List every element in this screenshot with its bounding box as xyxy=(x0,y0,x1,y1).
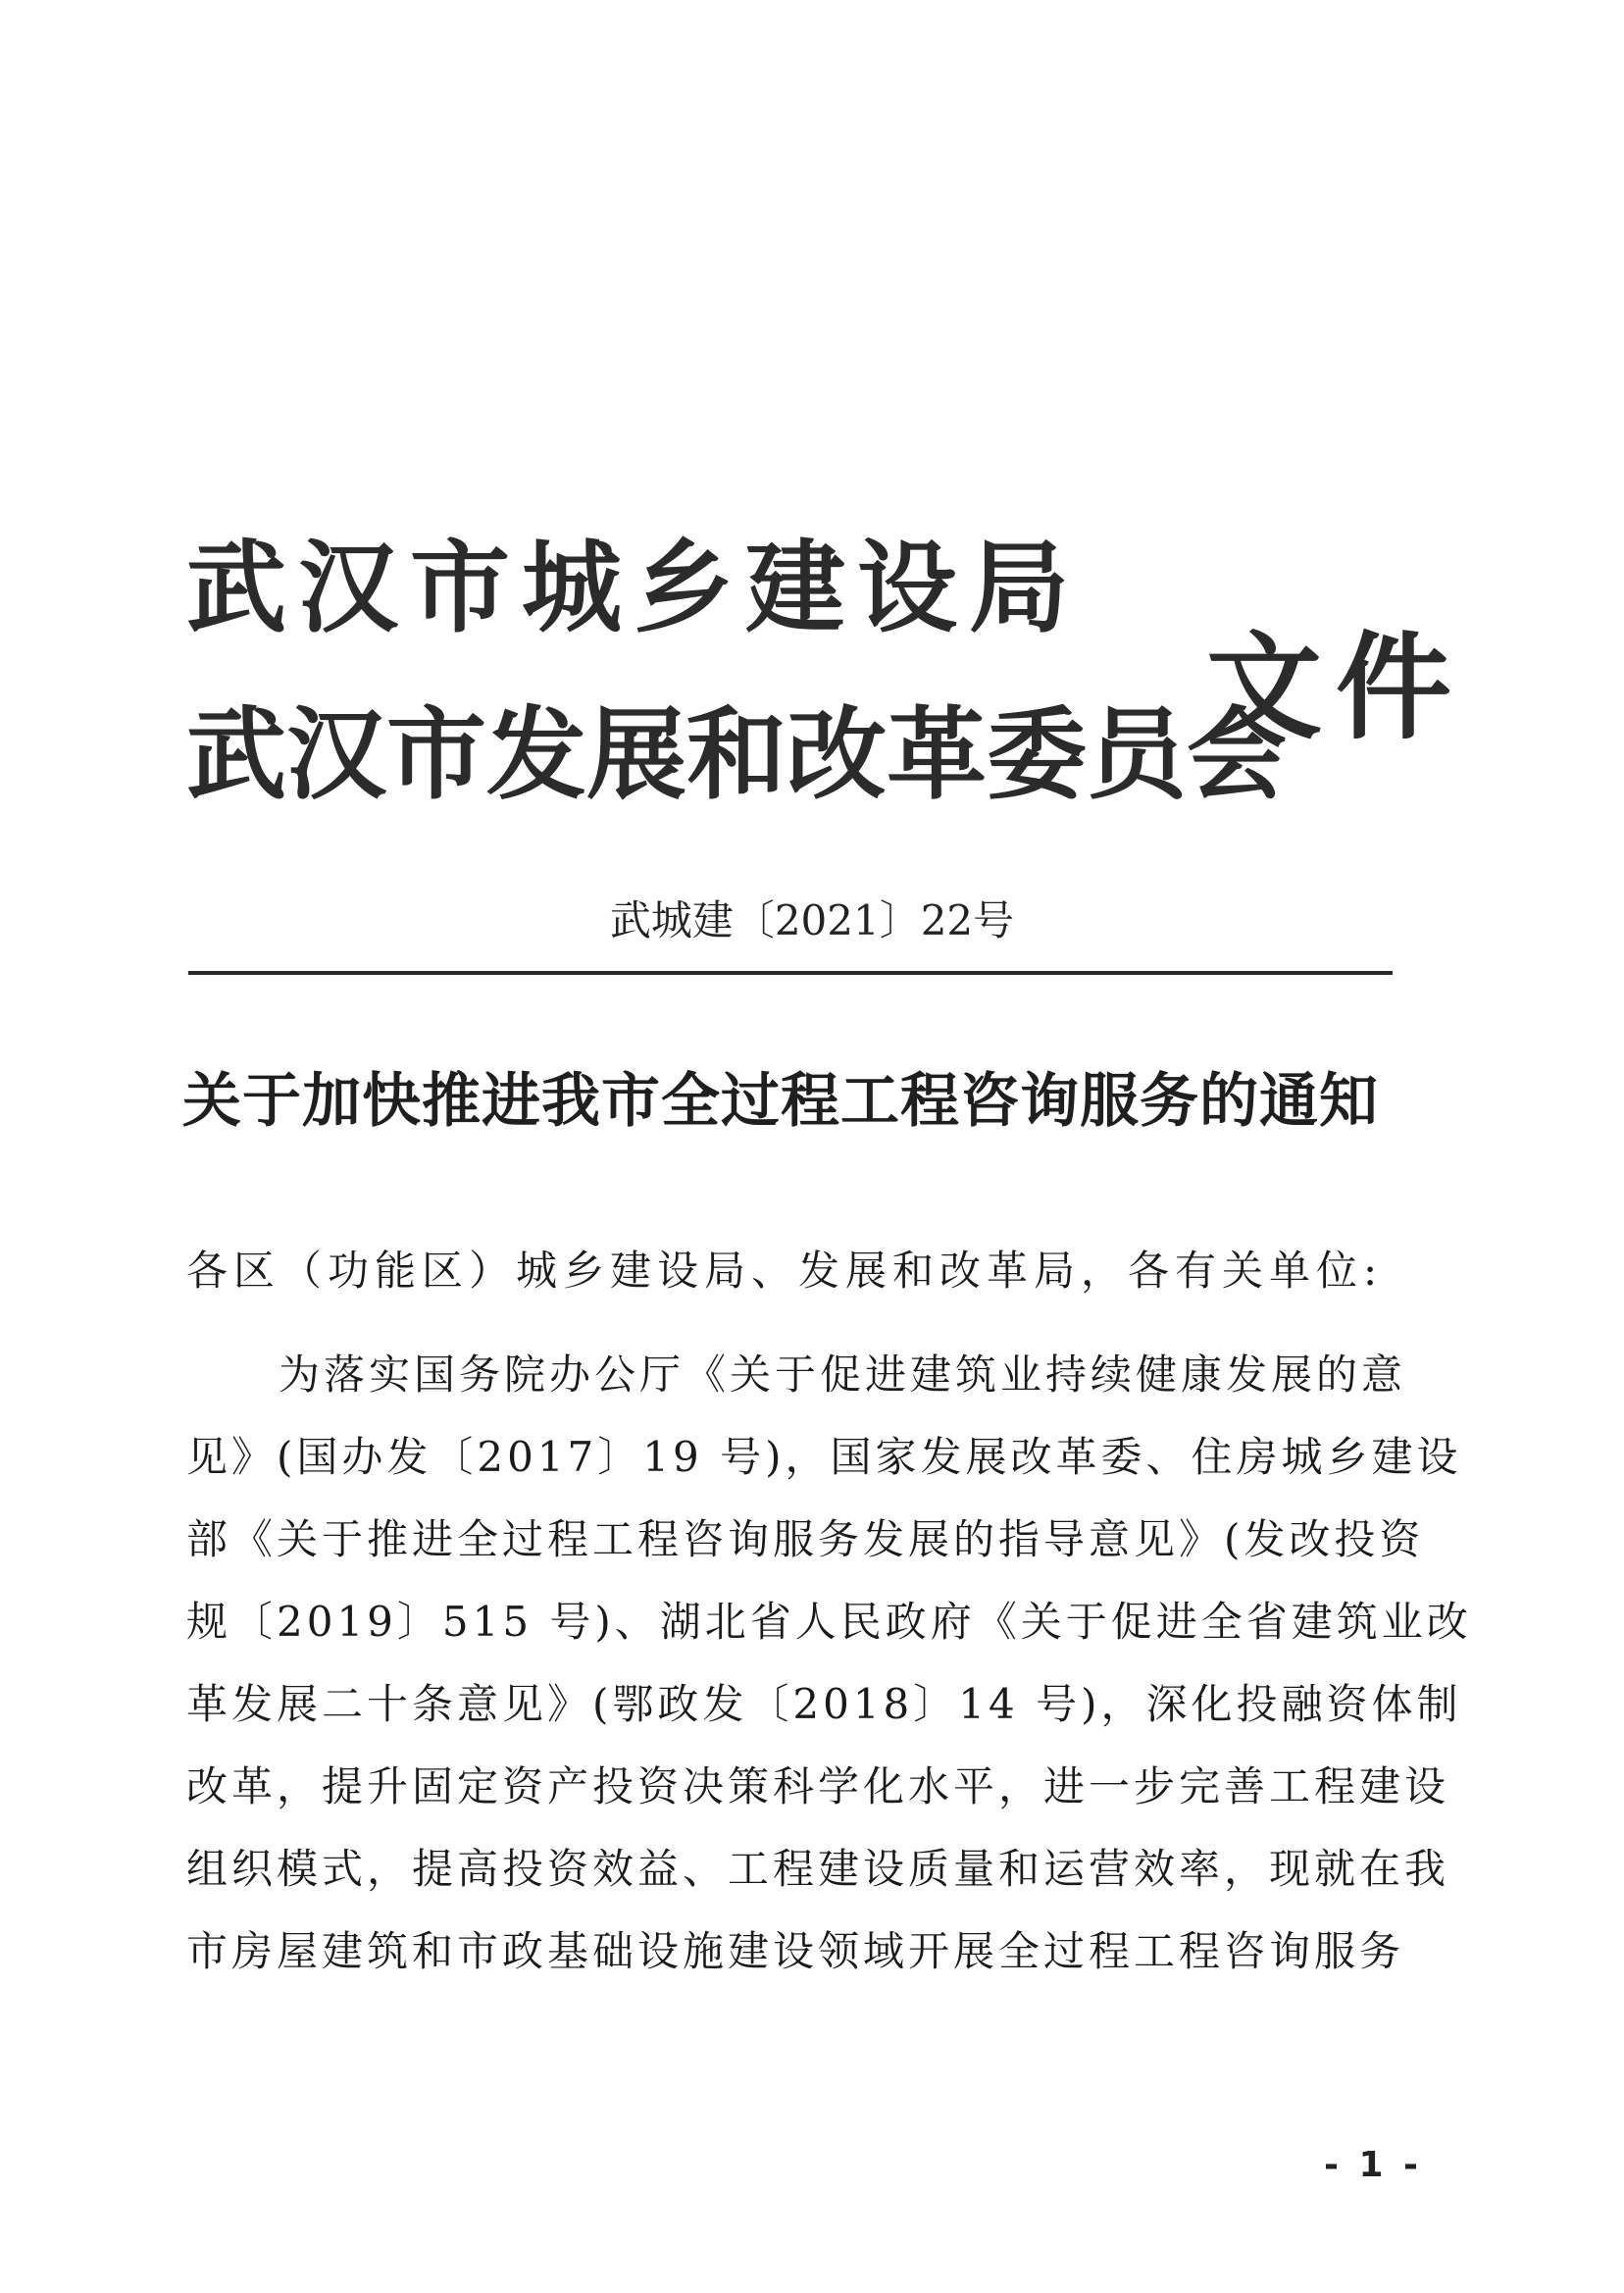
page-number: - 1 - xyxy=(1324,2145,1422,2185)
header-divider xyxy=(188,971,1393,975)
document-label: 文件 xyxy=(1206,620,1466,755)
body-line: 市房屋建筑和市政基础设施建设领域开展全过程工程咨询服务 xyxy=(186,1927,1405,1975)
body-line: 革发展二十条意见》(鄂政发〔2018〕14 号)，深化投融资体制 xyxy=(186,1680,1462,1728)
document-header xyxy=(186,520,1481,824)
body-line: 见》(国办发〔2017〕19 号)，国家发展改革委、住房城乡建设 xyxy=(186,1433,1462,1481)
body-line: 规〔2019〕515 号)、湖北省人民政府《关于促进全省建筑业改 xyxy=(186,1598,1472,1646)
issuer-line-2: 武汉市发展和改革委员会 xyxy=(186,697,1287,814)
notice-title: 关于加快推进我市全过程工程咨询服务的通知 xyxy=(182,1067,1379,1136)
salutation: 各区（功能区）城乡建设局、发展和改革局，各有关单位: xyxy=(186,1247,1384,1295)
body-line: 改革，提升固定资产投资决策科学化水平，进一步完善工程建设 xyxy=(186,1762,1450,1810)
body-paragraph xyxy=(186,1334,1472,1993)
issuer-line-1: 武汉市城乡建设局 xyxy=(186,531,1081,647)
body-line: 组织模式，提高投资效益、工程建设质量和运营效率，现就在我 xyxy=(186,1845,1450,1893)
body-line: 为落实国务院办公厅《关于促进建筑业持续健康发展的意 xyxy=(279,1350,1407,1399)
body-line: 部《关于推进全过程工程咨询服务发展的指导意见》(发改投资 xyxy=(186,1515,1425,1563)
document-number: 武城建〔2021〕22号 xyxy=(609,896,1015,944)
